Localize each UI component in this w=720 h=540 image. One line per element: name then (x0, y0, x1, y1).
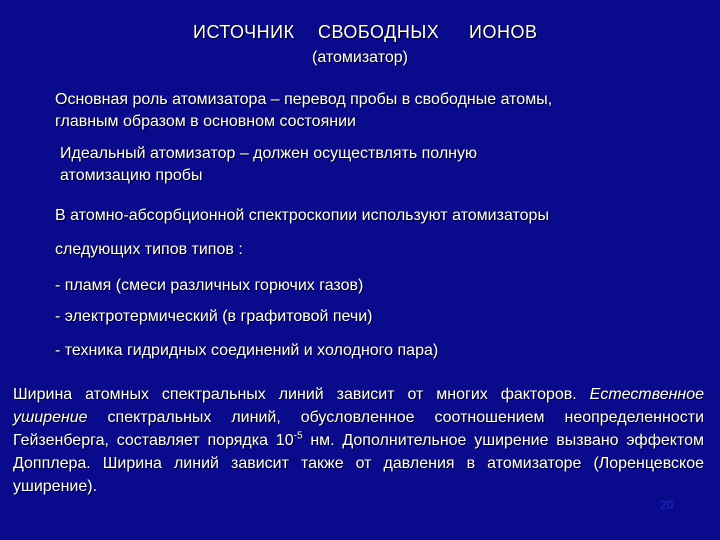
text-line: Основная роль атомизатора – перевод пробы в свободные атомы, (55, 91, 553, 108)
text-line: главным образом в основном состоянии (55, 113, 356, 130)
paragraph-text: нм. Дополнительное уширение вызвано эффектом Допплера. Ширина линий зависит также от давления в атомизаторе (Лоренцевское уширение). (13, 432, 704, 495)
title-word-1: ИСТОЧНИК (193, 22, 295, 42)
title-word-3: ИОНОВ (469, 22, 538, 42)
text-block-ideal (60, 143, 680, 187)
text-line: В атомно-абсорбционной спектроскопии используют атомизаторы (55, 207, 549, 224)
text-line: следующих типов типов : (55, 241, 243, 258)
list-item: - техника гидридных соединений и холодного пара) (55, 342, 439, 359)
text-block-role (55, 89, 695, 133)
paragraph-superscript: -5 (293, 430, 303, 442)
broadening-paragraph (13, 383, 704, 498)
paragraph-text: спектральных линий, обусловленное соотношением неопределенности Гейзенберга, составляет порядка 10 (13, 409, 704, 449)
title-word-2: СВОБОДНЫХ (318, 22, 440, 42)
text-line: Идеальный атомизатор – должен осуществлять полную (60, 145, 478, 162)
page-number: 20 (660, 498, 674, 512)
paragraph-italic-term: Естественное уширение (13, 386, 704, 426)
text-block-types (55, 206, 705, 260)
list-item: - электротермический (в графитовой печи) (55, 308, 373, 325)
text-line: атомизацию пробы (60, 167, 203, 184)
list-item: - пламя (смеси различных горючих газов) (55, 277, 364, 294)
slide-subtitle: (атомизатор) (311, 49, 408, 66)
paragraph-text: Ширина атомных спектральных линий зависит от многих факторов. (13, 386, 590, 403)
